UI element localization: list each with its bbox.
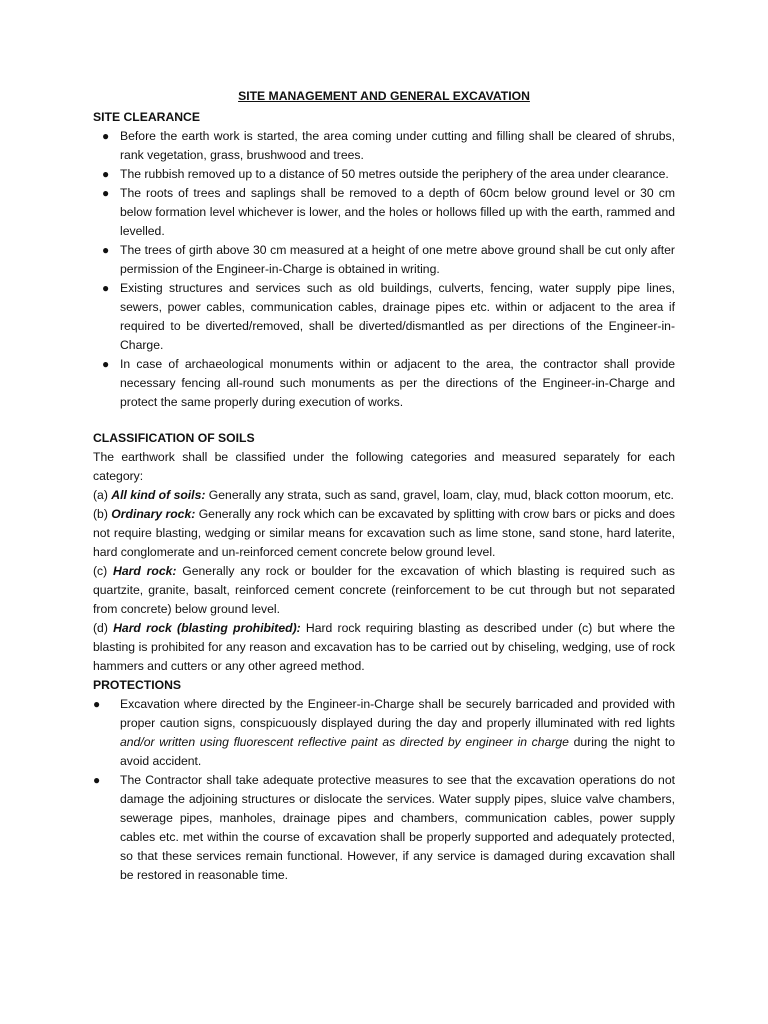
list-item: ● Before the earth work is started, the area coming under cutting and filling shall be cleared of shrubs, rank vegetation, grass, brushwood and trees.	[102, 129, 675, 162]
bullet-icon: ●	[102, 243, 110, 257]
classification-item-c: (c) Hard rock: Generally any rock or boulder for the excavation of which blasting is required such as quartzite, granite, basalt, reinforced cement concrete (reinforcement to be cut through but not separated from concrete) below ground level.	[93, 564, 676, 616]
classification-item-a: (a) All kind of soils: Generally any strata, such as sand, gravel, loam, clay, mud, black cotton moorum, etc.	[93, 488, 674, 502]
bullet-icon: ●	[102, 281, 110, 295]
classification-item-b: (b) Ordinary rock: Generally any rock which can be excavated by splitting with crow bars or picks and does not require blasting, wedging or similar means for excavation such as lime stone, sand stone, hard laterite, hard conglomerate and un-reinforced cement concrete below ground level.	[93, 507, 676, 559]
list-item: ● The roots of trees and saplings shall be removed to a depth of 60cm below ground level or 30 cm below formation level whichever is lower, and the holes or hollows filled up with the earth, rammed and levelled.	[102, 186, 675, 238]
list-item: ● The rubbish removed up to a distance of 50 metres outside the periphery of the area under clearance.	[93, 165, 675, 184]
section-spacer	[93, 412, 675, 429]
bullet-icon: ●	[102, 357, 110, 371]
site-clearance-list	[93, 127, 675, 412]
bullet-icon: ●	[102, 186, 110, 200]
classification-heading: CLASSIFICATION OF SOILS	[93, 431, 255, 445]
protections-heading: PROTECTIONS	[93, 678, 182, 692]
classification-intro: The earthwork shall be classified under the following categories and measured separately for each category:	[93, 450, 675, 483]
bullet-icon: ●	[102, 167, 110, 181]
bullet-icon: ●	[93, 697, 101, 711]
bullet-icon: ●	[93, 773, 101, 787]
site-clearance-heading: SITE CLEARANCE	[93, 110, 200, 124]
protections-list	[93, 695, 675, 885]
list-item: ● Existing structures and services such as old buildings, culverts, fencing, water supply pipe lines, sewers, power cables, communication cables, drainage pipes etc. within or adjacent to the area if required to be diverted/removed, shall be diverted/dismantled as per directions of the Engineer-in- Charge.	[102, 281, 675, 352]
list-item: ● The trees of girth above 30 cm measured at a height of one metre above ground shall be cut only after permission of the Engineer-in-Charge is obtained in writing.	[102, 243, 675, 276]
document-page	[93, 88, 675, 885]
list-item: ● The Contractor shall take adequate protective measures to see that the excavation operations do not damage the adjoining structures or dislocate the services. Water supply pipes, sluice valve chambers, sewerage pipes, manholes, drainage pipes and chambers, communication cables, power supply cables etc. met within the course of excavation shall be properly supported and adequately protected, so that these services remain functional. However, if any service is damaged during excavation shall be restored in reasonable time.	[93, 773, 675, 882]
list-item: ● Excavation where directed by the Engineer-in-Charge shall be securely barricaded and provided with proper caution signs, conspicuously displayed during the day and properly illuminated with red lights and/or written using fluorescent reflective paint as directed by engineer in charge during the night to avoid accident.	[93, 697, 675, 768]
bullet-icon: ●	[102, 129, 110, 143]
list-item: ● In case of archaeological monuments within or adjacent to the area, the contractor shall provide necessary fencing all-round such monuments as per the directions of the Engineer-in-Charge and protect the same properly during execution of works.	[102, 357, 675, 409]
classification-item-d: (d) Hard rock (blasting prohibited): Hard rock requiring blasting as described under (c) but where the blasting is prohibited for any reason and excavation has to be carried out by chiseling, wedging, use of rock hammers and cutters or any other agreed method.	[93, 621, 676, 673]
document-title: SITE MANAGEMENT AND GENERAL EXCAVATION	[238, 89, 530, 103]
